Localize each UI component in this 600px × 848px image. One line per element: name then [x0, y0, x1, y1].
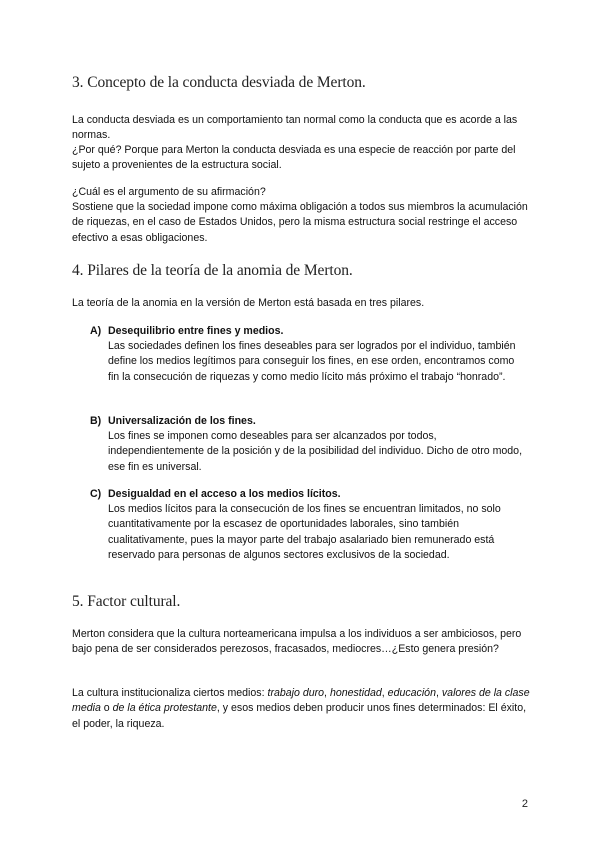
pillar-a-body: Las sociedades definen los fines deseables para ser logrados por el individuo, también define los medios legítimos para conseguir los fines, en ese orden, encontramos como fin la consecución de riquezas y como medio lícito más próximo el trabajo “honrado”. — [108, 340, 516, 383]
pillar-c-title — [90, 487, 530, 502]
pillar-b-title — [90, 414, 530, 429]
section-3-question: ¿Cuál es el argumento de su afirmación? — [72, 186, 266, 198]
pillar-b-body: Los fines se imponen como deseables para ser alcanzados por todos, independientemente de la posición y de la posibilidad del individuo. Dicho de otro modo, ese fin es universal. — [108, 430, 523, 473]
section-3-answer: Sostiene que la sociedad impone como máxima obligación a todos sus miembros la acumulación de riquezas, en el caso de Estados Unidos, pero la misma estructura social restringe el acceso efectivo a esas obligaciones. — [72, 201, 528, 244]
section-5-paragraph-2 — [72, 686, 532, 732]
paragraph-tail: , y esos medios deben producir unos fines determinados: El éxito, el poder, la riqueza. — [72, 702, 527, 730]
section-3-paragraph-2: ¿Por qué? Porque para Merton la conducta desviada es una especie de reacción por parte del sujeto a provenientes de la estructura social. — [72, 144, 516, 172]
pillar-c-letter: C) — [90, 488, 102, 500]
pillar-a-title-text: Desequilibrio entre fines y medios. — [108, 325, 284, 337]
section-5-paragraph-1: Merton considera que la cultura norteamericana impulsa a los individuos a ser ambiciosos, pero bajo pena de ser considerados perezosos, fracasados, mediocres…¿Esto genera presión? — [72, 628, 522, 656]
means-honesty: honestidad — [329, 687, 382, 699]
paragraph-lead: La cultura institucionaliza ciertos medios: — [72, 687, 268, 699]
pillar-c-body: Los medios lícitos para la consecución de los fines se encuentran limitados, no solo cuantitativamente por la escasez de oportunidades laborales, sino también cualitativamente, pues la mayor parte del trabajo asalariado bien remunerado está reservado para personas de algunos sectores exclusivos de la sociedad. — [108, 503, 501, 561]
means-protestant-ethic: de la ética protestante — [112, 702, 217, 715]
section-3-paragraph-1: La conducta desviada es un comportamiento tan normal como la conducta que es acorde a las normas. — [72, 114, 518, 142]
pillar-b-title-text: Universalización de los fines. — [108, 415, 256, 427]
means-hard-work: trabajo duro — [267, 687, 325, 699]
section-4-heading: 4. Pilares de la teoría de la anomia de Merton. — [72, 262, 353, 279]
page-number: 2 — [521, 798, 528, 810]
pillar-b-letter: B) — [90, 415, 102, 427]
separator: , — [435, 687, 442, 699]
separator: , — [381, 687, 388, 699]
pillar-a-letter: A) — [90, 325, 102, 337]
section-5-heading: 5. Factor cultural. — [72, 593, 181, 610]
section-4-intro: La teoría de la anomia en la versión de Merton está basada en tres pilares. — [72, 297, 425, 309]
pillar-c-title-text: Desigualdad en el acceso a los medios lícitos. — [108, 488, 341, 500]
separator: , — [324, 687, 330, 699]
means-middle-class-values: valores de la clase media — [72, 687, 530, 715]
pillar-a-title — [90, 324, 530, 339]
separator: o — [100, 702, 113, 715]
section-3-heading: 3. Concepto de la conducta desviada de Merton. — [72, 74, 366, 91]
means-education: educación — [387, 687, 436, 699]
